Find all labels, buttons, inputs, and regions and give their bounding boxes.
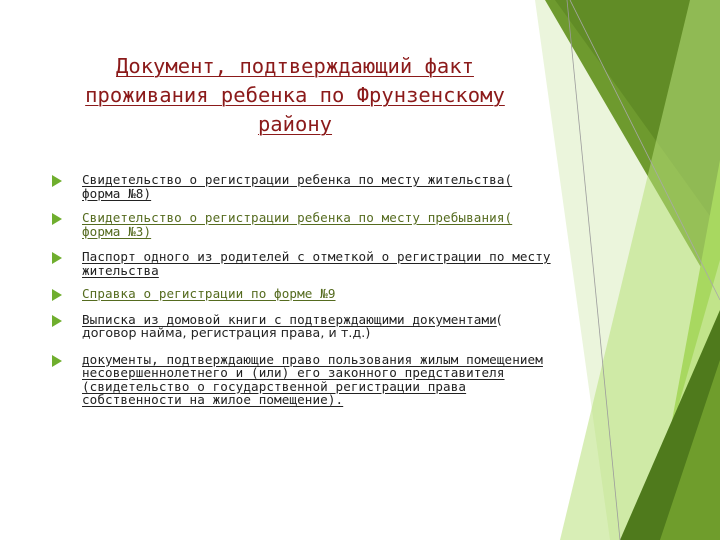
item-text-main: Выписка из домовой книги с подтверждающими документами: [82, 311, 497, 327]
list-item: [48, 173, 558, 200]
item-link[interactable]: Свидетельство о регистрации ребенка по месту пребывания( форма №3): [82, 210, 513, 239]
item-text: Свидетельство о регистрации ребенка по месту жительства( форма №8): [82, 172, 513, 201]
triangle-bullet-icon: [52, 315, 62, 327]
list-item: [48, 313, 558, 340]
item-text: [82, 313, 558, 340]
triangle-bullet-icon: [52, 289, 62, 301]
item-text: Паспорт одного из родителей с отметкой о регистрации по месту жительства: [82, 249, 551, 278]
item-link[interactable]: Справка о регистрации по форме №9: [82, 286, 336, 301]
item-text-extra: ( договор найма, регистрация права, и т.д.): [82, 311, 502, 340]
requirements-list: [48, 173, 558, 407]
slide-title: Документ, подтверждающий факт проживания ребенка по Фрунзенскому району: [85, 54, 505, 136]
list-item: [48, 250, 558, 277]
item-text: документы, подтверждающие право пользования жилым помещением несовершеннолетнего и (или) его законного представителя (свидетельство о государственной регистрации права собственности на жилое помещение).: [82, 351, 543, 407]
list-item: [48, 211, 558, 238]
triangle-bullet-icon: [52, 175, 62, 187]
triangle-bullet-icon: [52, 355, 62, 367]
triangle-bullet-icon: [52, 213, 62, 225]
list-item: [48, 287, 558, 301]
triangle-bullet-icon: [52, 252, 62, 264]
list-item: [48, 353, 558, 407]
